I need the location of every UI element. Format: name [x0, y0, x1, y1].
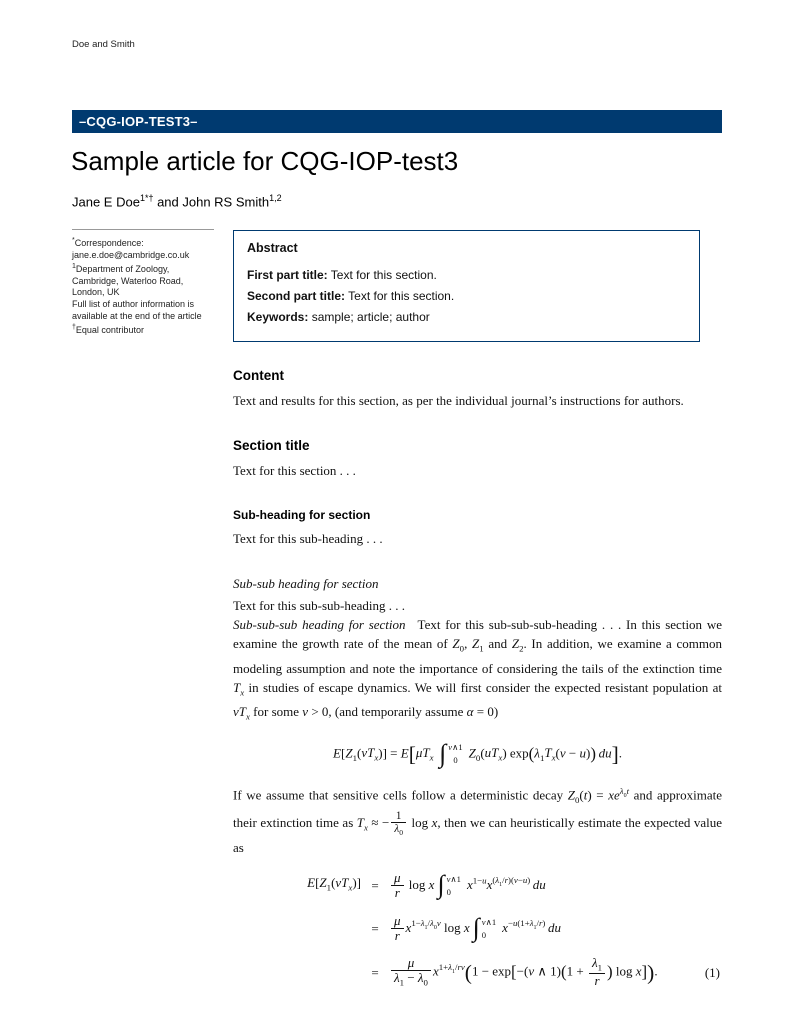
abstract-item: [247, 307, 686, 328]
correspondence-email: jane.e.doe@cambridge.co.uk: [72, 249, 190, 260]
equation-lhs: $E[Z_1(vT_x)]$: [307, 875, 361, 893]
running-head: Doe and Smith: [72, 39, 135, 50]
run-in-paragraph: [233, 615, 722, 727]
paragraph: If we assume that sensitive cells follow a deterministic decay $Z_0(t) = xe^{\lambda_0t}$ and approximate their extinction time as $T_x$ ≈ − $\frac{1}{\lambda_0}$ log x, then we can heuristically estimate the expected value as: [233, 785, 723, 855]
paragraph: Text and results for this section, as per the individual journal’s instructions for authors.: [233, 393, 684, 408]
abstract-heading: Abstract: [247, 241, 298, 255]
abstract-item: [247, 265, 686, 286]
affiliation-line: $^1$Department of Zoology,: [72, 263, 170, 275]
paragraph: Text for this sub-sub-heading . . .: [233, 598, 406, 613]
paragraph: Text for this section . . .: [233, 463, 356, 478]
equation-rhs: $\frac{\mu}{r}$ $x^{1-\lambda_1/\lambda_0v}$ log x ∫ v∧1 0 $x^{-u(1+\lambda_1/r)}$ du: [389, 914, 561, 944]
abstract-item: [247, 286, 686, 307]
equals-sign: =: [371, 964, 379, 980]
equation-number: (1): [704, 964, 720, 980]
affiliation-line: London, UK: [72, 287, 120, 298]
equation-rhs: $\frac{\mu}{r}$ log x ∫ v∧1 0 $x^{1-u}x^{(\lambda_1/r)(v-u)}$ du: [389, 871, 546, 901]
correspondence-line: *Correspondence:: [72, 237, 144, 248]
equation-rhs: $\frac{\mu}{\lambda_1 - \lambda_0}$ $x^{1+\lambda_1/rv}(1 - \exp[-(v$ ∧ 1)(1 + $\frac{\lambda_1}{r}$ ) log x]).: [389, 956, 658, 989]
run-in-text: Text for this sub-sub-sub-heading . . . In this section we examine the growth rate of the mean of $Z_0$, $Z_1$ and $Z_2$. In addition, we examine a common modeling assumption and note the importance of considering the tails of the extinction time $T_x$ in studies of escape dynamics. We will first consider the expected resistant population at $vT_x$ for some v > 0, (and temporarily assume α = 0): [233, 617, 723, 722]
abstract-item-text: sample; article; author: [311, 310, 430, 324]
author-info-line: available at the end of the article: [72, 310, 202, 321]
equation-row: [233, 956, 722, 989]
paragraph: Text for this sub-heading . . .: [233, 531, 383, 546]
article-body: [233, 366, 722, 1000]
equation-row: [233, 913, 722, 945]
journal-banner: –CQG-IOP-TEST3–: [72, 110, 722, 133]
equal-contributor-line: †Equal contributor: [72, 324, 144, 336]
abstract-item-text: Text for this section.: [348, 289, 455, 303]
author-info-line: Full list of author information is: [72, 298, 195, 309]
abstract-item-label: First part title:: [247, 268, 328, 282]
subsubsection-heading: Sub-sub heading for section: [233, 576, 379, 591]
subsection-heading: Sub-heading for section: [233, 508, 371, 522]
equation-row: [233, 870, 722, 902]
authors-line: Jane E Doe$^{1*\dagger}$ and John RS Smith$^{1,2}$: [72, 193, 282, 210]
equals-sign: =: [371, 878, 379, 894]
display-equation: $E[Z_1(vT_x)] = E[\mu T_x$ ∫ v∧1 0 $Z_0(uT_x) \exp(\lambda_1T_x(v - u))$ du].: [333, 738, 622, 768]
abstract-item-label: Second part title:: [247, 289, 346, 303]
equals-sign: =: [371, 921, 379, 937]
abstract-item-label: Keywords:: [247, 310, 309, 324]
correspondence-note: [72, 229, 214, 337]
run-in-heading: Sub-sub-sub heading for section: [233, 617, 406, 632]
abstract-box: [233, 230, 700, 342]
affiliation-line: Cambridge, Waterloo Road,: [72, 275, 184, 286]
article-title: Sample article for CQG-IOP-test3: [71, 146, 459, 176]
aligned-equations: [233, 870, 722, 989]
abstract-item-text: Text for this section.: [330, 268, 437, 282]
section-heading-content: Content: [233, 368, 284, 383]
section-heading: Section title: [233, 438, 310, 453]
